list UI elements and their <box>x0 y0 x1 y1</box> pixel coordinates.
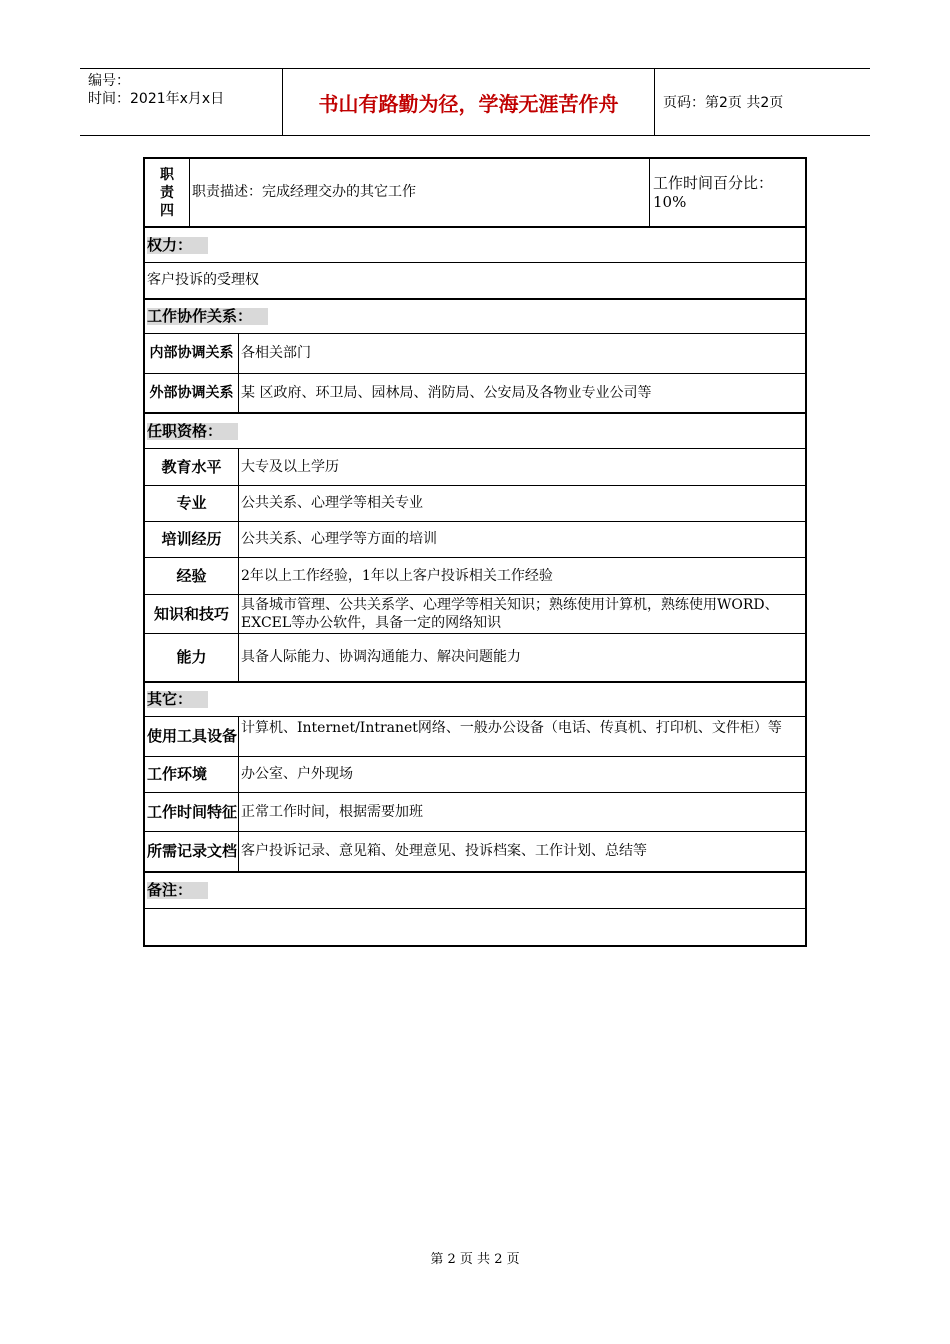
page-info: 页码：第2页 共2页 <box>663 95 784 111</box>
environment-label: 工作环境 <box>147 765 208 783</box>
qualifications-title: 任职资格： <box>145 414 805 448</box>
notes-content <box>145 909 805 945</box>
internal-relations-value: 各相关部门 <box>241 345 311 361</box>
records-value: 客户投诉记录、意见箱、处理意见、投诉档案、工作计划、总结等 <box>241 843 647 859</box>
knowledge-value: 具备城市管理、公共关系学、心理学等相关知识；熟练使用计算机，熟练使用WORD、EXCEL等办公软件，具备一定的网络知识 <box>241 597 779 631</box>
external-relations-label: 外部协调关系 <box>149 384 234 401</box>
page-footer: 第 2 页 共 2 页 <box>430 1252 520 1267</box>
education-label: 教育水平 <box>161 457 222 476</box>
major-value: 公共关系、心理学等相关专业 <box>241 495 423 511</box>
relations-title: 工作协作关系： <box>145 300 805 333</box>
records-label: 所需记录文档 <box>147 842 238 860</box>
time-pct-label: 工作时间百分比： <box>653 174 774 192</box>
ability-label: 能力 <box>176 648 207 666</box>
major-label: 专业 <box>176 494 207 512</box>
education-value: 大专及以上学历 <box>241 458 339 475</box>
notes-title: 备注： <box>145 873 805 908</box>
experience-value: 2年以上工作经验，1年以上客户投诉相关工作经验 <box>241 567 553 584</box>
work-time-value: 正常工作时间，根据需要加班 <box>241 803 423 820</box>
external-relations-value: 某 区政府、环卫局、园林局、消防局、公安局及各物业专业公司等 <box>241 384 652 401</box>
authority-title: 权力： <box>145 228 805 262</box>
duty-description: 职责描述：完成经理交办的其它工作 <box>192 184 416 200</box>
job-description-table <box>143 157 807 947</box>
duty-label: 职责四 <box>160 166 174 219</box>
tools-value: 计算机、Internet/Intranet网络、一般办公设备（电话、传真机、打印机、文件柜）等 <box>241 720 782 736</box>
header-meta <box>80 69 282 135</box>
experience-label: 经验 <box>176 566 207 585</box>
page-header <box>80 68 870 136</box>
time-pct-value: 10% <box>653 193 687 211</box>
training-value: 公共关系、心理学等方面的培训 <box>241 531 437 547</box>
environment-value: 办公室、户外现场 <box>241 766 353 782</box>
header-motto: 书山有路勤为径，学海无涯苦作舟 <box>282 69 655 135</box>
training-label: 培训经历 <box>161 530 222 548</box>
knowledge-label: 知识和技巧 <box>153 604 229 623</box>
time-percentage <box>649 159 805 226</box>
authority-content: 客户投诉的受理权 <box>147 272 259 288</box>
internal-relations-label: 内部协调关系 <box>149 345 234 361</box>
code-label: 编号： <box>88 73 130 89</box>
time-label: 时间：2021年x月x日 <box>88 91 225 107</box>
tools-label: 使用工具设备 <box>147 727 238 745</box>
work-time-label: 工作时间特征 <box>147 802 238 821</box>
other-title: 其它： <box>145 683 805 716</box>
ability-value: 具备人际能力、协调沟通能力、解决问题能力 <box>241 649 521 665</box>
